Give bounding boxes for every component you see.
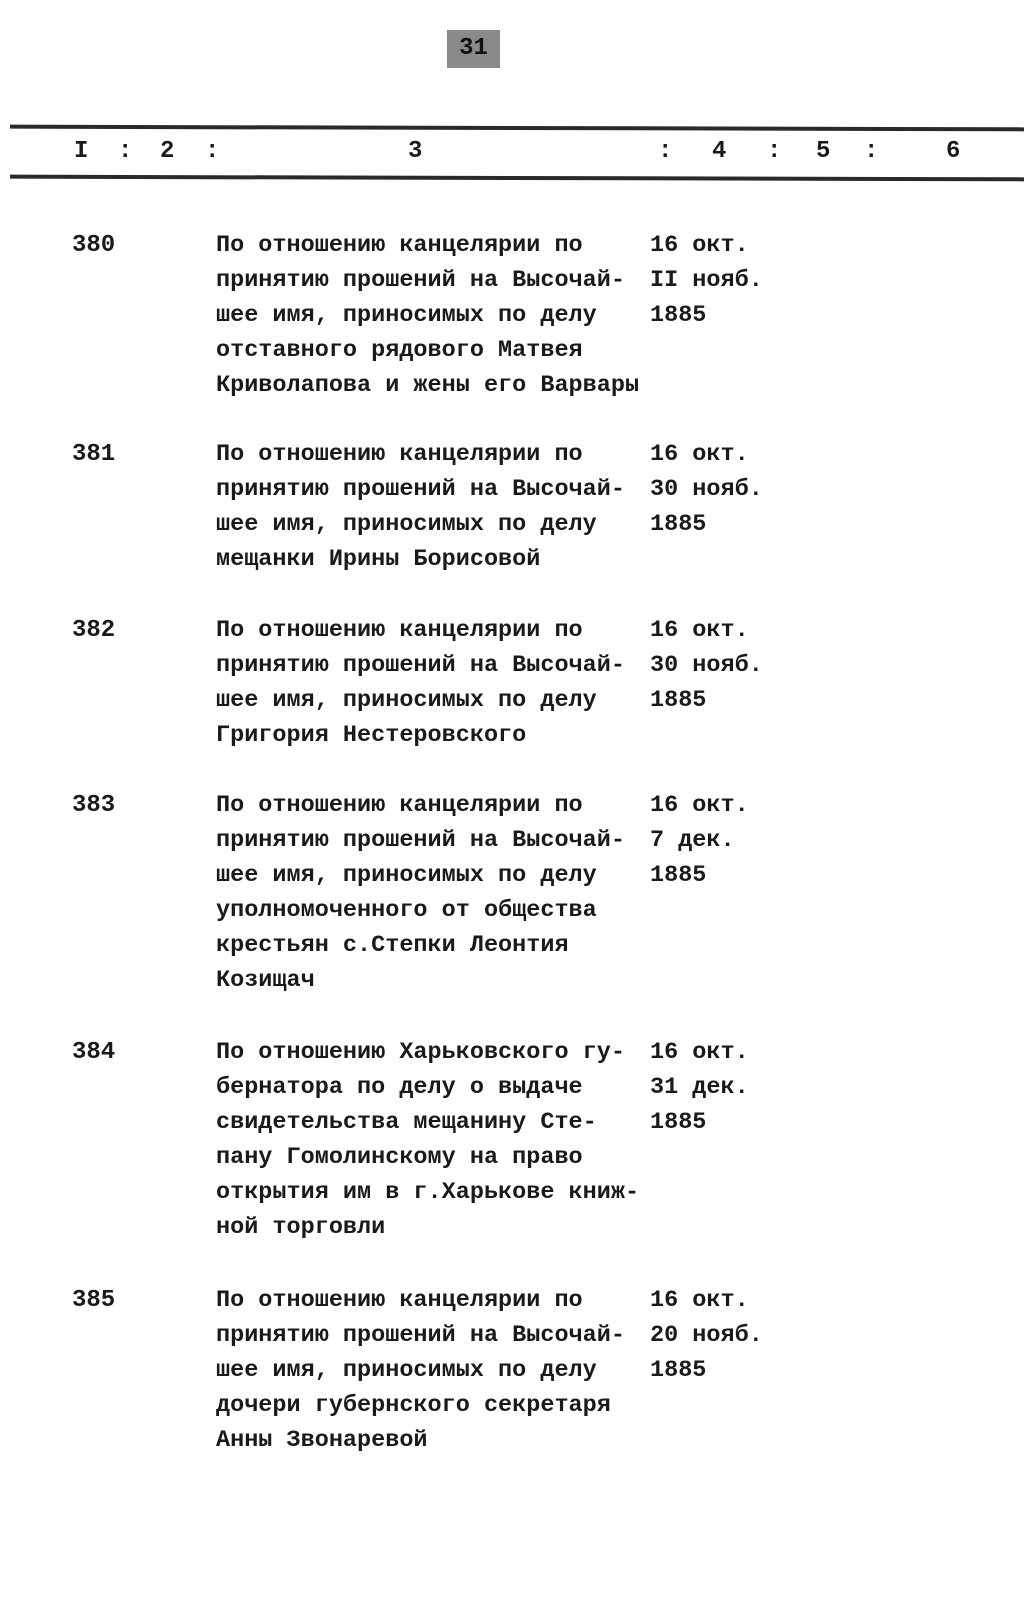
entry-dates	[650, 788, 749, 893]
entry-number: 381	[72, 441, 116, 468]
description-line: уполномоченного от общества	[216, 897, 597, 924]
description-line: принятию прошений на Высочай-	[216, 827, 625, 854]
description-line: открытия им в г.Харькове книж-	[216, 1179, 640, 1206]
description-line: По отношению канцелярии по	[216, 617, 583, 644]
entry-number: 384	[72, 1039, 116, 1066]
column-header-5: 5	[816, 138, 831, 165]
column-header-6: 6	[946, 138, 961, 165]
entry-number: 380	[72, 232, 116, 259]
description-line: шее имя, приносимых по делу	[216, 687, 597, 714]
description-line: мещанки Ирины Борисовой	[216, 546, 541, 573]
description-line: Анны Звонаревой	[216, 1427, 428, 1454]
description-line: шее имя, приносимых по делу	[216, 862, 597, 889]
entry-number: 385	[72, 1287, 116, 1314]
column-separator: :	[864, 138, 879, 165]
entry-description	[216, 1035, 639, 1245]
date-line: 30 нояб.	[650, 652, 763, 679]
description-line: По отношению канцелярии по	[216, 792, 583, 819]
entry-dates	[650, 613, 763, 718]
description-line: отставного рядового Матвея	[216, 337, 583, 364]
column-separator: :	[205, 138, 220, 165]
column-header-1: I	[74, 138, 89, 165]
entry-description	[216, 228, 639, 403]
description-line: По отношению Харьковского гу-	[216, 1039, 625, 1066]
description-line: Григория Нестеровского	[216, 722, 527, 749]
entry-dates	[650, 1283, 763, 1388]
entry-number: 382	[72, 617, 116, 644]
description-line: свидетельства мещанину Сте-	[216, 1109, 597, 1136]
date-line: 16 окт.	[650, 232, 749, 259]
description-line: принятию прошений на Высочай-	[216, 476, 625, 503]
entry-description	[216, 437, 625, 577]
date-line: 1885	[650, 862, 707, 889]
date-line: 16 окт.	[650, 1287, 749, 1314]
description-line: шее имя, приносимых по делу	[216, 511, 597, 538]
entry-dates	[650, 1035, 749, 1140]
description-line: бернатора по делу о выдаче	[216, 1074, 583, 1101]
date-line: II нояб.	[650, 267, 763, 294]
description-line: дочери губернского секретаря	[216, 1392, 611, 1419]
description-line: крестьян с.Степки Леонтия	[216, 932, 569, 959]
date-line: 31 дек.	[650, 1074, 749, 1101]
description-line: Козищач	[216, 967, 315, 994]
entry-dates	[650, 437, 763, 542]
date-line: 1885	[650, 687, 707, 714]
description-line: принятию прошений на Высочай-	[216, 1322, 625, 1349]
column-header-3: 3	[408, 138, 423, 165]
page-number: 31	[447, 30, 500, 68]
column-separator: :	[767, 138, 782, 165]
date-line: 16 окт.	[650, 1039, 749, 1066]
description-line: пану Гомолинскому на право	[216, 1144, 583, 1171]
header-rule-bottom	[10, 175, 1024, 182]
date-line: 20 нояб.	[650, 1322, 763, 1349]
entry-dates	[650, 228, 763, 333]
date-line: 7 дек.	[650, 827, 735, 854]
column-separator: :	[658, 138, 673, 165]
entry-description	[216, 788, 625, 998]
header-rule-top	[10, 125, 1024, 132]
description-line: Криволапова и жены его Варвары	[216, 372, 640, 399]
entry-description	[216, 1283, 625, 1458]
description-line: По отношению канцелярии по	[216, 1287, 583, 1314]
column-header-4: 4	[712, 138, 727, 165]
date-line: 1885	[650, 302, 707, 329]
date-line: 1885	[650, 1357, 707, 1384]
column-separator: :	[118, 138, 133, 165]
description-line: По отношению канцелярии по	[216, 441, 583, 468]
description-line: По отношению канцелярии по	[216, 232, 583, 259]
date-line: 16 окт.	[650, 617, 749, 644]
date-line: 1885	[650, 1109, 707, 1136]
description-line: ной торговли	[216, 1214, 386, 1241]
description-line: шее имя, приносимых по делу	[216, 1357, 597, 1384]
date-line: 1885	[650, 511, 707, 538]
date-line: 16 окт.	[650, 792, 749, 819]
description-line: принятию прошений на Высочай-	[216, 267, 625, 294]
description-line: шее имя, приносимых по делу	[216, 302, 597, 329]
column-header-2: 2	[160, 138, 175, 165]
entry-description	[216, 613, 625, 753]
description-line: принятию прошений на Высочай-	[216, 652, 625, 679]
date-line: 30 нояб.	[650, 476, 763, 503]
entry-number: 383	[72, 792, 116, 819]
date-line: 16 окт.	[650, 441, 749, 468]
